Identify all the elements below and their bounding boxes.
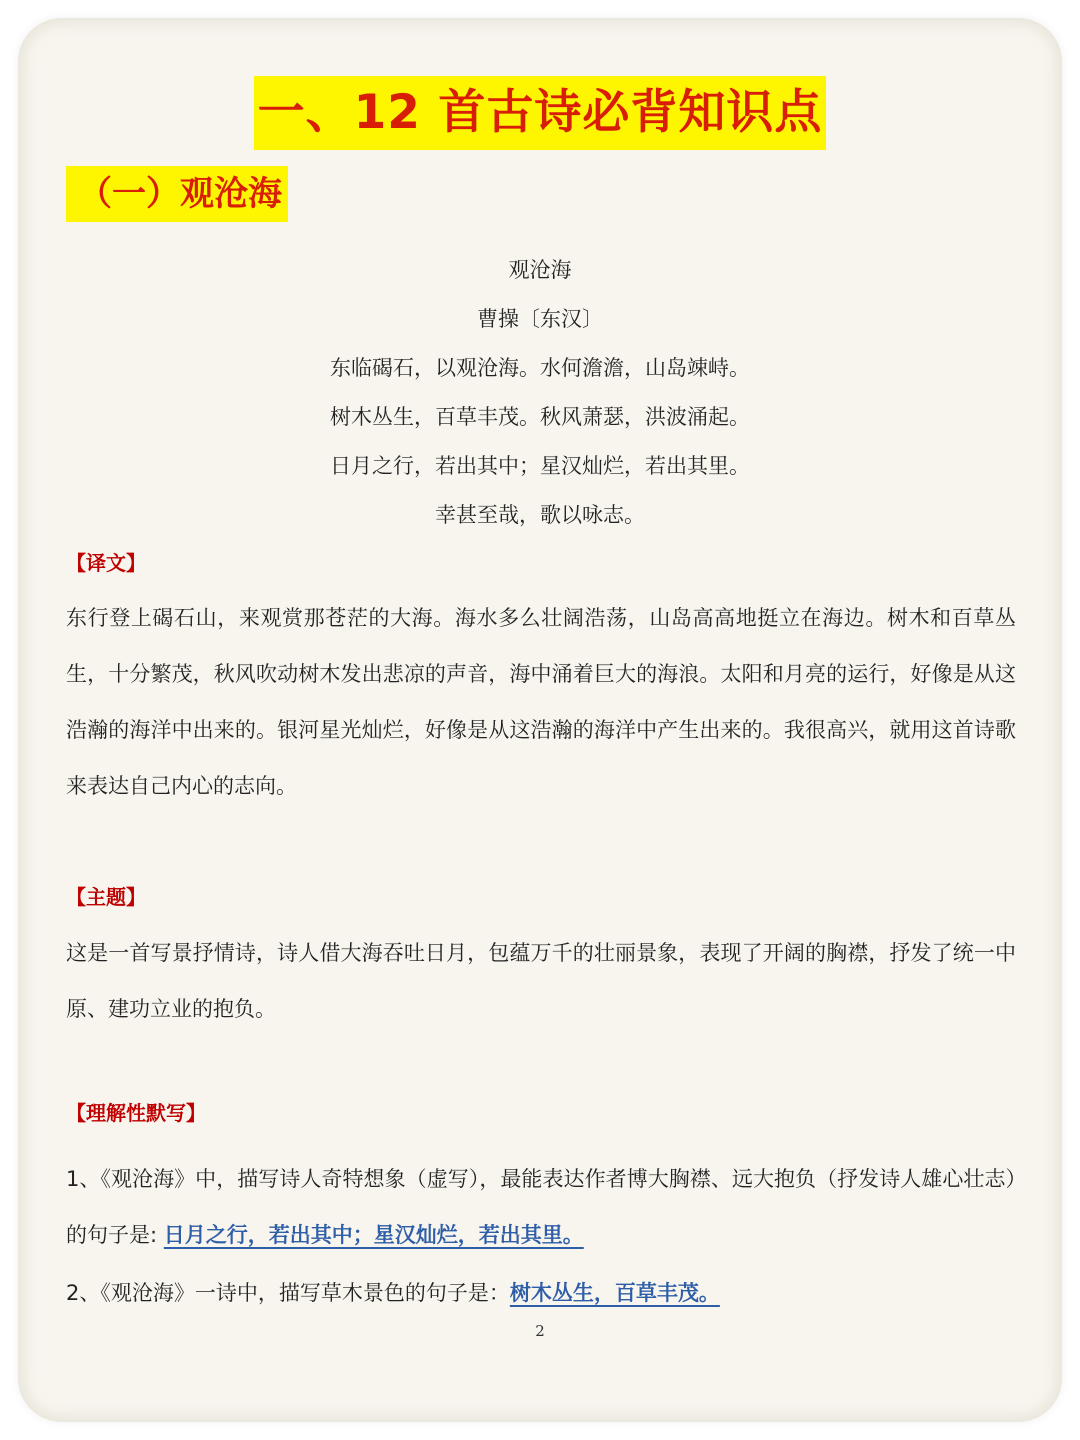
dictation-item-2 xyxy=(66,1265,1016,1321)
poem-line: 东临碣石，以观沧海。水何澹澹，山岛竦峙。 xyxy=(330,356,750,380)
dictation-question: 2、《观沧海》一诗中，描写草木景色的句子是： xyxy=(66,1281,510,1305)
poem-author: 曹操〔东汉〕 xyxy=(477,307,603,331)
translation-text: 东行登上碣石山，来观赏那苍茫的大海。海水多么壮阔浩荡，山岛高高地挺立在海边。树木和百草丛生，十分繁茂，秋风吹动树木发出悲凉的声音，海中涌着巨大的海浪。太阳和月亮的运行，好像是从这浩瀚的海洋中出来的。银河星光灿烂，好像是从这浩瀚的海洋中产生出来的。我很高兴，就用这首诗歌来表达自己内心的志向。 xyxy=(66,606,1016,798)
theme-text: 这是一首写景抒情诗，诗人借大海吞吐日月，包蕴万千的壮丽景象，表现了开阔的胸襟，抒发了统一中原、建功立业的抱负。 xyxy=(66,941,1016,1021)
translation-label: 【译文】 xyxy=(66,551,146,575)
theme-label: 【主题】 xyxy=(66,885,146,909)
main-title-container xyxy=(0,76,1080,150)
dictation-answer: 日月之行，若出其中；星汉灿烂，若出其里。 xyxy=(163,1223,584,1247)
dictation-label: 【理解性默写】 xyxy=(66,1101,206,1125)
poem-title: 观沧海 xyxy=(508,258,572,282)
dictation-question: 1、《观沧海》中，描写诗人奇特想象（虚写），最能表达作者博大胸襟、远大抱负（抒发诗人雄心壮志）的句子是: xyxy=(66,1167,1016,1247)
main-title: 一、12 首古诗必背知识点 xyxy=(254,76,827,150)
poem-line: 幸甚至哉，歌以咏志。 xyxy=(435,503,645,527)
section-title: （一）观沧海 xyxy=(66,166,288,222)
poem-line: 日月之行，若出其中；星汉灿烂，若出其里。 xyxy=(330,454,750,478)
poem-line: 树木丛生，百草丰茂。秋风萧瑟，洪波涌起。 xyxy=(330,405,750,429)
page-number: 2 xyxy=(535,1322,545,1340)
poem-block xyxy=(0,248,1080,542)
dictation-answer: 树木丛生，百草丰茂。 xyxy=(509,1281,720,1305)
dictation-item-1 xyxy=(66,1151,1016,1263)
